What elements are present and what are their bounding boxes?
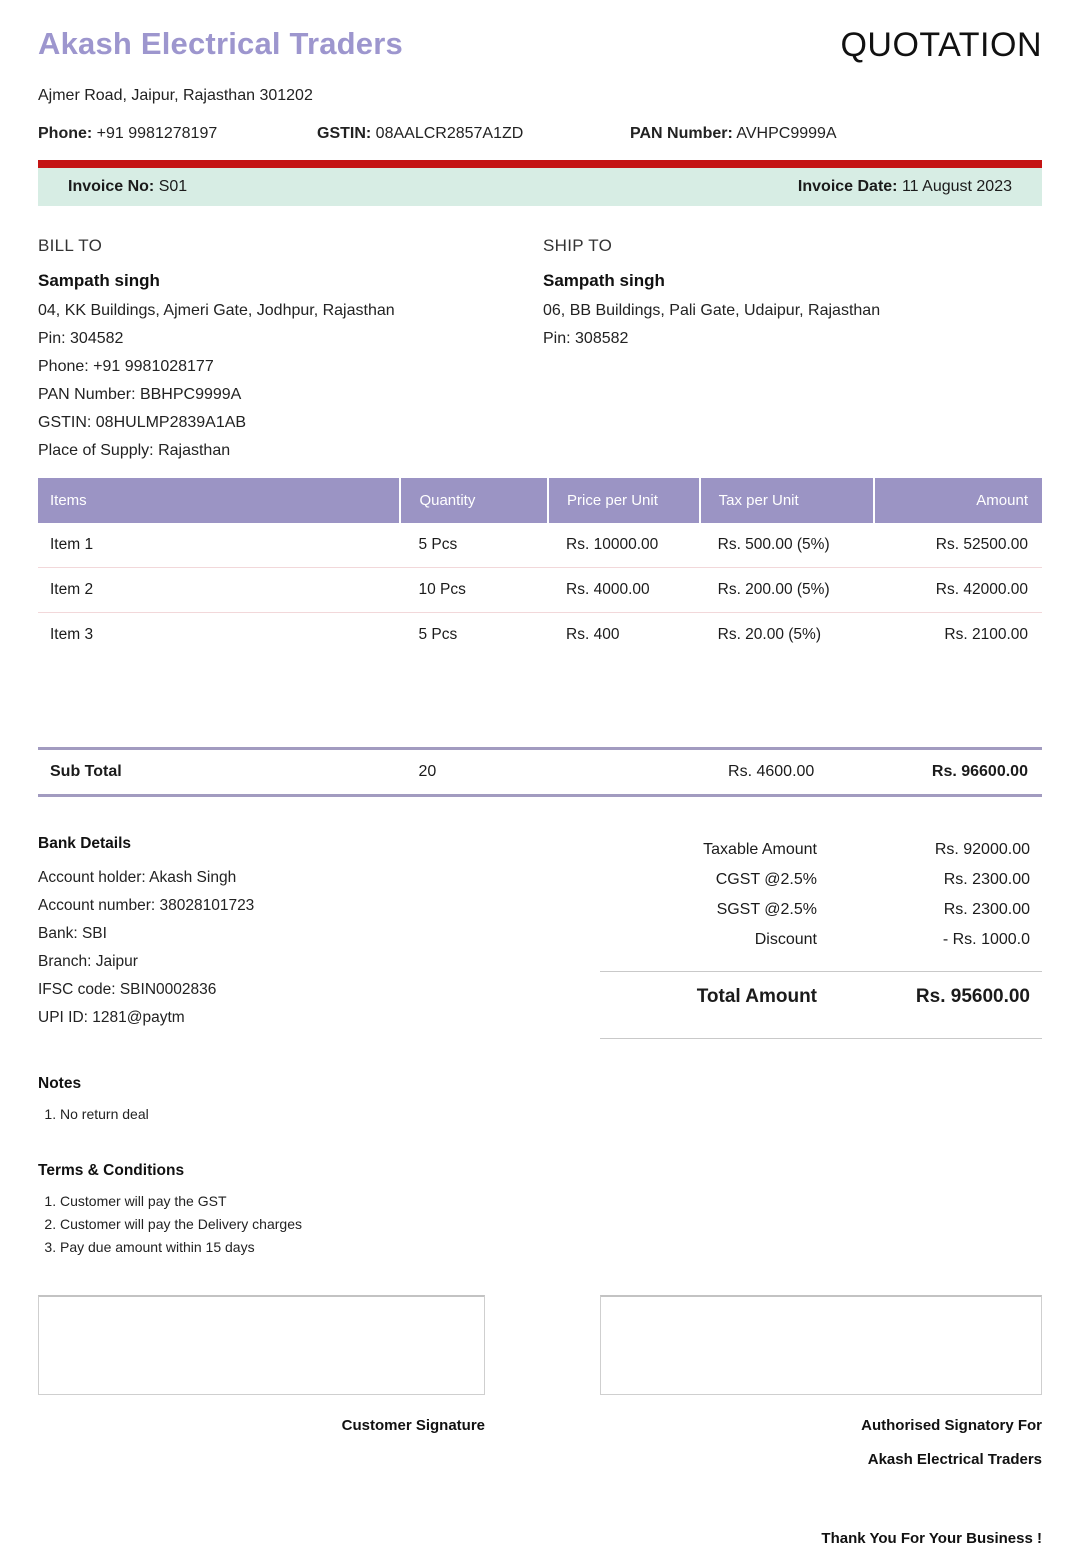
company-phone-value: +91 9981278197 [96, 125, 218, 142]
customer-signature-block [38, 1295, 485, 1468]
bank-branch: Branch: Jaipur [38, 953, 138, 970]
summary-label: SGST @2.5% [716, 901, 817, 918]
invoice-number [68, 178, 187, 196]
total-amount-label: Total Amount [696, 986, 817, 1007]
summary-label: Taxable Amount [703, 841, 817, 858]
summary-value: Rs. 2300.00 [943, 901, 1030, 918]
item-name-cell: Item 3 [50, 626, 94, 643]
list-item: 3. Pay due amount within 15 days [60, 1240, 1042, 1255]
company-meta-row [38, 125, 1042, 143]
bill-to-place-of-supply: Place of Supply: Rajasthan [38, 442, 231, 459]
company-phone [38, 125, 317, 143]
bank-account-holder: Account holder: Akash Singh [38, 869, 237, 886]
totals-section [38, 835, 1042, 1039]
item-amount-cell: Rs. 2100.00 [944, 626, 1028, 643]
invoice-date-label: Invoice Date: [797, 178, 898, 195]
company-address: Ajmer Road, Jaipur, Rajasthan 301202 [38, 87, 313, 104]
item-tax-cell: Rs. 500.00 (5%) [700, 523, 875, 568]
total-amount-row [600, 972, 1042, 1022]
list-item: 1. Customer will pay the GST [60, 1194, 1042, 1209]
bill-to-phone: Phone: +91 9981028177 [38, 358, 214, 375]
column-header-quantity: Quantity [400, 478, 548, 523]
terms-section [38, 1162, 1042, 1255]
bill-to-gstin: GSTIN: 08HULMP2839A1AB [38, 414, 247, 431]
tax-summary-block [600, 835, 1042, 1039]
summary-value: Rs. 2300.00 [943, 871, 1030, 888]
notes-list [38, 1107, 1042, 1122]
company-name: Akash Electrical Traders [38, 26, 403, 61]
item-tax-cell: Rs. 20.00 (5%) [717, 626, 822, 643]
ship-to-name: Sampath singh [543, 271, 665, 290]
company-pan [630, 125, 837, 143]
total-amount-value: Rs. 95600.00 [915, 986, 1030, 1007]
item-quantity-cell: 5 Pcs [400, 523, 548, 568]
item-price-cell: Rs. 4000.00 [548, 568, 700, 613]
company-pan-label: PAN Number: [630, 125, 733, 142]
invoice-number-value: S01 [158, 178, 188, 195]
bill-to-pan: PAN Number: BBHPC9999A [38, 386, 242, 403]
bill-to-block [38, 236, 543, 459]
customer-signature-box [38, 1295, 485, 1395]
notes-section [38, 1075, 1042, 1122]
summary-value: - Rs. 1000.0 [942, 931, 1030, 948]
item-tax-cell: Rs. 200.00 (5%) [700, 568, 875, 613]
invoice-date-value: 11 August 2023 [901, 178, 1012, 195]
subtotal-quantity: 20 [418, 763, 437, 780]
ship-to-pin: Pin: 308582 [543, 330, 629, 347]
item-quantity-cell: 10 Pcs [400, 568, 548, 613]
summary-value: Rs. 92000.00 [934, 841, 1030, 858]
items-table-header [38, 478, 1042, 523]
bill-to-address: 04, KK Buildings, Ajmeri Gate, Jodhpur, Rajasthan [38, 302, 395, 319]
item-name-cell: Item 2 [38, 568, 400, 613]
summary-row-discount [600, 925, 1042, 955]
bank-ifsc-code: IFSC code: SBIN0002836 [38, 981, 217, 998]
authorised-signatory-label: Authorised Signatory For [861, 1417, 1042, 1434]
document-header [38, 26, 1042, 65]
bank-account-number: Account number: 38028101723 [38, 897, 255, 914]
summary-label: Discount [754, 931, 817, 948]
signatures-section [38, 1295, 1042, 1468]
table-row [38, 568, 1042, 613]
list-item: 2. Customer will pay the Delivery charges [60, 1217, 1042, 1232]
summary-row-sgst [600, 895, 1042, 925]
ship-to-heading: SHIP TO [543, 236, 613, 255]
company-gstin-label: GSTIN: [317, 125, 372, 142]
subtotal-label: Sub Total [50, 763, 122, 780]
table-row [38, 613, 1042, 658]
bank-details-block [38, 835, 543, 1039]
summary-row-taxable-amount [600, 835, 1042, 865]
terms-list [38, 1194, 1042, 1255]
customer-signature-label: Customer Signature [341, 1417, 485, 1434]
invoice-info-bar [38, 168, 1042, 206]
subtotal-tax-total: Rs. 4600.00 [728, 763, 815, 780]
list-item: 1. No return deal [60, 1107, 1042, 1122]
invoice-date [798, 178, 1012, 196]
company-gstin-value: 08AALCR2857A1ZD [375, 125, 524, 142]
item-quantity-cell: 5 Pcs [418, 626, 458, 643]
summary-row-cgst [600, 865, 1042, 895]
authorised-signature-block [600, 1295, 1042, 1468]
bill-to-heading: BILL TO [38, 236, 103, 255]
invoice-number-label: Invoice No: [68, 178, 155, 195]
item-amount-cell: Rs. 52500.00 [874, 523, 1042, 568]
table-row [38, 523, 1042, 568]
company-phone-label: Phone: [38, 125, 93, 142]
item-amount-cell: Rs. 42000.00 [874, 568, 1042, 613]
bank-upi-id: UPI ID: 1281@paytm [38, 1009, 185, 1026]
summary-divider [600, 1038, 1042, 1039]
authorised-company-name: Akash Electrical Traders [867, 1451, 1042, 1468]
notes-heading: Notes [38, 1075, 82, 1092]
column-header-amount: Amount [874, 478, 1042, 523]
item-price-cell: Rs. 10000.00 [548, 523, 700, 568]
item-name-cell: Item 1 [38, 523, 400, 568]
bill-to-pin: Pin: 304582 [38, 330, 124, 347]
thank-you-message: Thank You For Your Business ! [821, 1530, 1042, 1547]
item-price-cell: Rs. 400 [566, 626, 620, 643]
summary-label: CGST @2.5% [715, 871, 817, 888]
red-divider-bar [38, 160, 1042, 168]
column-header-tax: Tax per Unit [700, 478, 875, 523]
authorised-signature-box [600, 1295, 1042, 1395]
document-type-title: QUOTATION [840, 26, 1042, 64]
bank-details-heading: Bank Details [38, 835, 132, 852]
parties-section [38, 236, 1042, 459]
ship-to-address: 06, BB Buildings, Pali Gate, Udaipur, Rajasthan [543, 302, 881, 319]
company-pan-value: AVHPC9999A [736, 125, 837, 142]
column-header-price: Price per Unit [548, 478, 700, 523]
bill-to-name: Sampath singh [38, 271, 160, 290]
subtotal-amount-total: Rs. 96600.00 [931, 763, 1028, 780]
items-table [38, 478, 1042, 657]
subtotal-row [38, 747, 1042, 797]
column-header-items: Items [38, 478, 400, 523]
bank-name: Bank: SBI [38, 925, 107, 942]
terms-heading: Terms & Conditions [38, 1162, 185, 1179]
company-gstin [317, 125, 630, 143]
ship-to-block [543, 236, 1042, 459]
